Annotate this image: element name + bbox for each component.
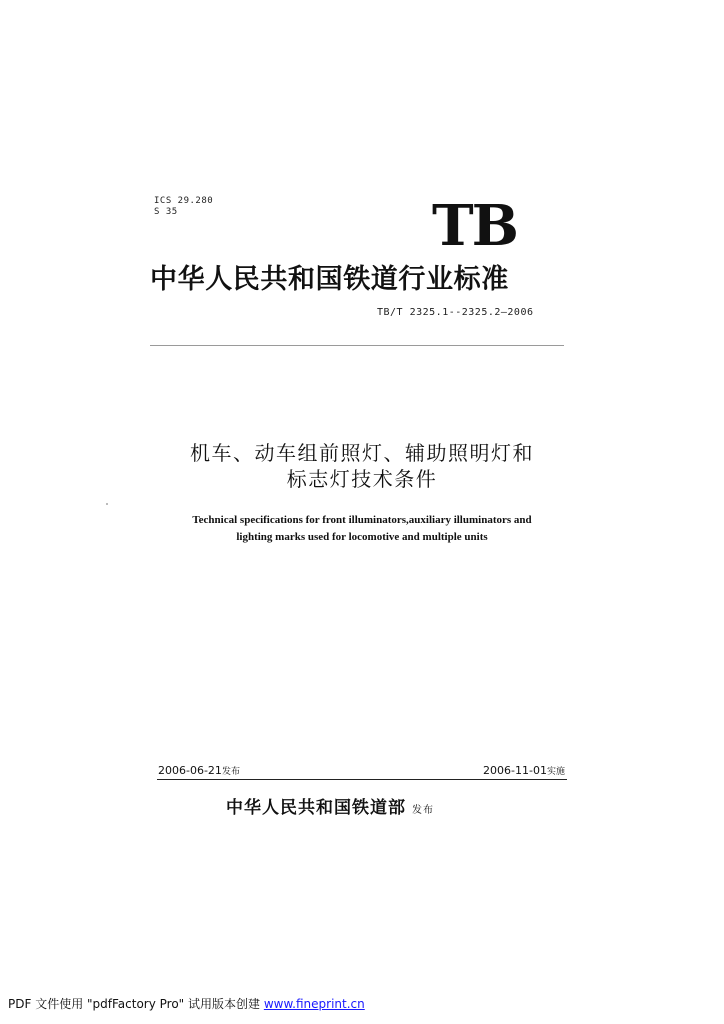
publish-date-label: 发布 bbox=[221, 767, 240, 777]
class-code: S 35 bbox=[154, 207, 178, 217]
document-title-line-1: 机车、动车组前照灯、辅助照明灯和 bbox=[190, 441, 534, 465]
publisher-name: 中华人民共和国铁道部 bbox=[226, 798, 406, 818]
implement-date-value: 2006-11-01 bbox=[483, 764, 547, 777]
document-subtitle-line-1: Technical specifications for front illuminators,auxiliary illuminators and bbox=[192, 514, 532, 526]
publish-date-value: 2006-06-21 bbox=[158, 764, 222, 777]
standard-number: TB/T 2325.1--2325.2—2006 bbox=[377, 307, 534, 318]
pdf-watermark bbox=[8, 996, 365, 1012]
document-title-line-2: 标志灯技术条件 bbox=[286, 467, 438, 491]
implement-date-label: 实施 bbox=[546, 767, 565, 777]
implement-date bbox=[483, 764, 565, 779]
publisher bbox=[226, 797, 434, 819]
standard-title: 中华人民共和国铁道行业标准 bbox=[150, 264, 509, 295]
ics-code: ICS 29.280 bbox=[154, 196, 214, 206]
document-title bbox=[120, 440, 604, 492]
document-subtitle-english bbox=[120, 512, 604, 546]
publish-date bbox=[158, 764, 240, 779]
tb-logo: TB bbox=[432, 193, 518, 259]
scan-speck bbox=[106, 503, 108, 505]
header-divider bbox=[150, 345, 564, 346]
watermark-text: PDF 文件使用 "pdfFactory Pro" 试用版本创建 bbox=[8, 997, 261, 1011]
watermark-link[interactable]: www.fineprint.cn bbox=[263, 997, 365, 1011]
footer-divider bbox=[157, 779, 567, 780]
document-subtitle-line-2: lighting marks used for locomotive and multiple units bbox=[236, 531, 488, 543]
publisher-suffix: 发布 bbox=[412, 805, 434, 816]
classification-codes bbox=[154, 196, 213, 218]
